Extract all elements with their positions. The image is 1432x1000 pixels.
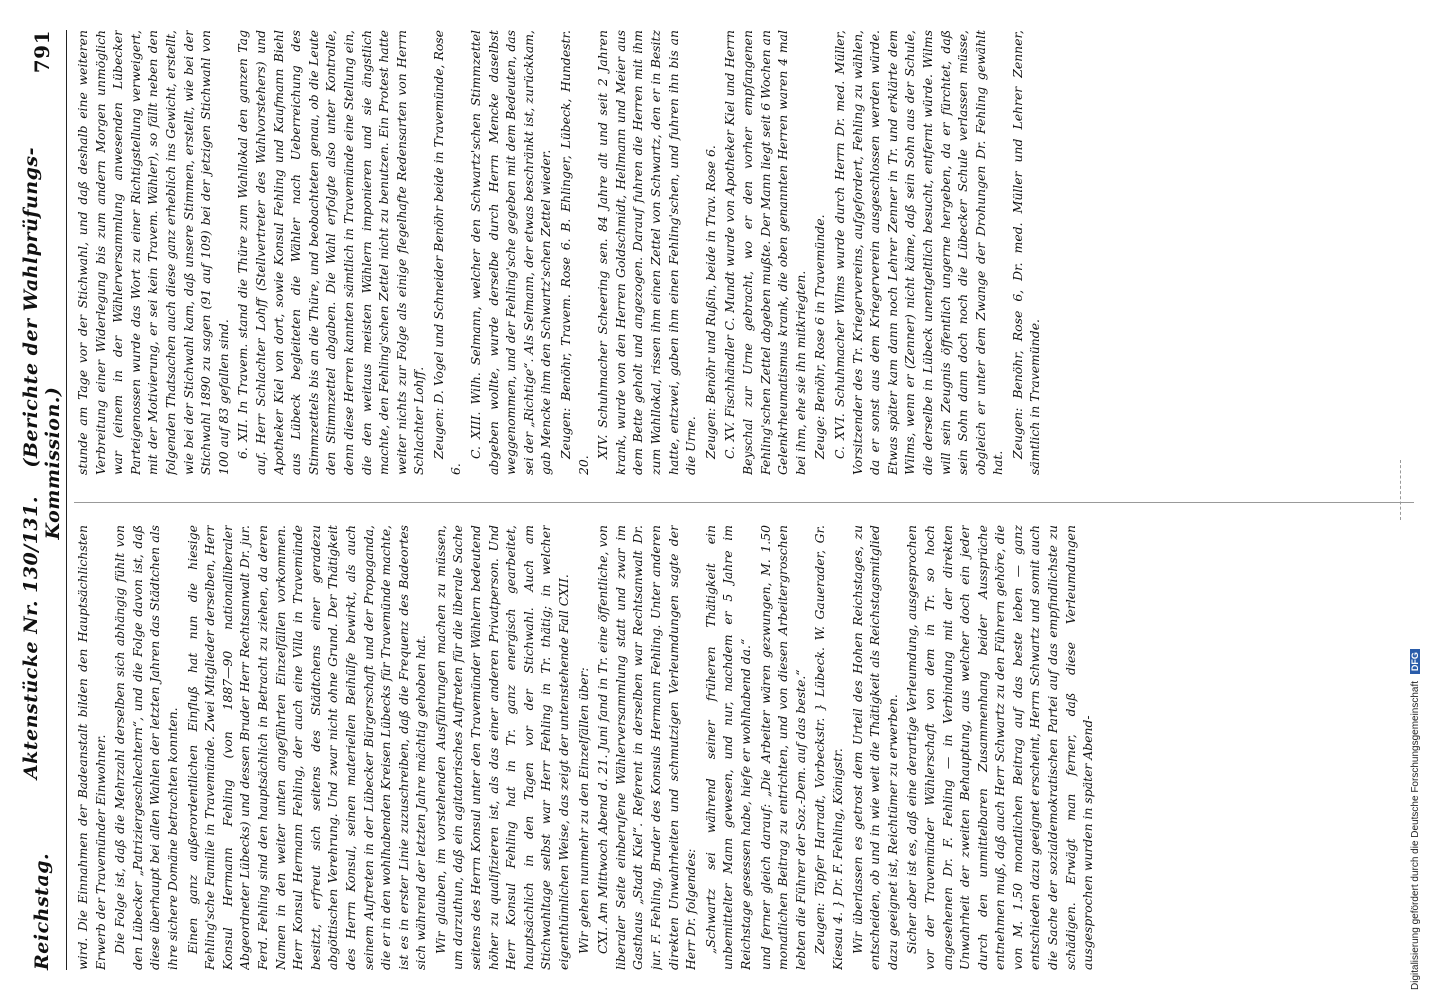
credit-text: Digitalisierung gefördert durch die Deutsche Forschungsgemeinschaft [1410,680,1421,990]
witnesses: Zeuge: Benöhr, Rose 6 in Travemünde. [812,214,828,459]
quote: „Schwartz sei während seiner früheren Thätigkeit ein unbemittelter Mann gewesen, und nur, nachdem er 5 Jahre im Reichstage gesessen habe, hiefe er wohlhabend da.“ [702,525,753,970]
case-xiii: C. XIII. Wilh. Selmann, welcher den Schwartz'schen Stimmzettel abgeben wollte, wurde derselbe durch Herrn Mencke daselbst weggenommen, und der Fehling'sche gegeben mit dem Bedeuten, das sei der „Richtige“. Als Selmann, der etwas beschränkt ist, zurückkam, gab Mencke ihm den Schwartz'schen Zettel wieder. [468,30,554,475]
paragraph: und ferner gleich darauf: „Die Arbeiter wären gezwungen, M. 1.50 monatlichen Beitrag zu entrichten, und von diesen Arbeitergroschen lebten die Führer der Soz.-Dem. auf das beste.“ [757,525,808,970]
page-number: 791 [30,30,54,74]
paragraph: Wir gehen nunmehr zu den Einzelfällen über: [575,667,591,954]
paragraph: Wir glauben, im vorstehenden Ausführungen machen zu müssen, um darzuthun, daß ein agitatorisches Auftreten für die liberale Sache seitens des Herrn Konsul unter den Travemünder Wählern bedeutend höher zu qualifizieren ist, als das einer anderen Privatperson. Und Herr Konsul Fehling hat in Tr. ganz energisch gearbeitet, hauptsächlich in den Tagen vor der Stichwahl. Auch am Stichwahltage selbst war Herr Fehling in Tr. thätig; in welcher eigenthümlichen Weise, das zeigt der untenstehende Fall CXII. [432,525,572,970]
paragraph: Die Folge ist, daß die Mehrzahl derselben sich abhängig fühlt von den Lübecker „Patriziergeschlechtern“, und die Folge davon ist, daß diese überhaupt bei allen Wahlen der letzten Jahren das Städtchen als ihre sichere Domäne betrachten konnten. [112,525,180,970]
witnesses: Zeugen: Benöhr, Rose 6, Dr. med. Müller und Lehrer Zenner, sämtlich in Travemünde. [1009,30,1043,475]
left-column [74,525,1414,970]
paragraph: CXI. Am Mittwoch Abend d. 21. Juni fand in Tr. eine öffentliche, von liberaler Seite einberufene Wählerversammlung statt und zwar im Gasthaus „Stadt Kiel“. Referent in derselben war Rechtsanwalt Dr. jur. F. Fehling, Bruder des Konsuls Hermann Fehling. Unter anderen direkten Unwahrheiten und schmutzigen Verleumdungen sagte der Herr Dr. folgendes: [595,525,699,970]
case-xii: 6. XII. In Travem. stand die Thüre zum Wahllokal den ganzen Tag auf. Herr Schlachter Lohff (Stellvertreter des Wahlvorstehers) und Apotheker Kiel von dort, sowie Konsul Fehling und Kaufmann Biehl aus Lübeck begleiteten die Wähler nach Ueberreichung des Stimmzettels bis an die Thüre, und beobachteten genau, ob die Leute den Stimmzettel abgaben. Die Wahl erfolgte also unter Kontrolle, denn diese Herren kannten sämtlich in Travemünde eine Stellung ein, die den weitaus meisten Wählern imponieren und sie ängstlich machte, den Fehling'schen Zettel nicht zu benutzen. Ein Protest hatte weiter nichts zur Folge als einige flegelhafte Redensarten von Herrn Schlachter Lohff. [235,30,427,475]
scan-edge-mark [1400,460,1402,520]
column-divider [74,502,1414,503]
paragraph: Wir überlassen es getrost dem Urteil des Hohen Reichstages, zu entscheiden, ob und in wie weit die Thätigkeit als Reichstagsmitglied dazu geeignet ist, Reichtümer zu erwerben. [849,525,900,970]
header-title [20,73,64,853]
header-chamber: Reichstag. [31,852,53,970]
paragraph: Einen ganz außerordentlichen Einfluß hat nun die hiesige Fehling'sche Familie in Travemünde. Zwei Mitglieder derselben, Herr Konsul Hermann Fehling (von 1887—90 nationalliberaler Abgeordneter Lübecks) und dessen Bruder Herr Rechtsanwalt Dr. jur. Ferd. Fehling sind den hauptsächlich in Betracht zu ziehen, da deren Namen in den weiter unten angeführten Einzelfällen vorkommen. Herr Konsul Hermann Fehling, der auch eine Villa in Travemünde besitzt, erfreut sich seitens des Städtchens einer geradezu abgöttischen Verehrung. Und zwar nicht ohne Grund. Der Thätigkeit des Herrn Konsul, seinen materiellen Beihülfe bewirkt, als auch seinem Auftreten in der Lübecker Bürgerschaft und der Propaganda, die er in den wohlhabenden Kreisen Lübecks für Travemünde machte, ist es in erster Linie zuzuschreiben, daß die Frequenz des Badeortes sich während der letzten Jahre mächtig gehoben hat. [184,525,429,970]
case-xvi: C. XVI. Schuhmacher Wilms wurde durch Herrn Dr. med. Müller, Vorsitzender des Tr. Kriegervereins, aufgefordert, Fehling zu wählen, da er sonst aus dem Kriegerverein ausgeschlossen werden würde. Etwas später kam dann noch Lehrer Zenner in Tr. und erklärte dem Wilms, wenn er (Zenner) nicht käme, daß sein Sohn aus der Schule, die derselbe in Lübeck unentgeltlich besucht, entfernt würde. Wilms will sein Zeugnis öffentlich ungerne hergeben, da er fürchtet, daß sein Sohn dann doch noch die Lübecker Schule verlassen müsse, obgleich er unter dem Zwange der Drohungen Dr. Fehling gewählt hat. [831,30,1006,475]
witnesses: Zeugen: Benöhr, Travem. Rose 6. B. Ehlinger, Lübeck, Hundestr. 20. [558,30,591,475]
witnesses: Zeugen: Töpfer Harradt, Vorbeckstr. } Lübeck. W. Gauerader, Gr. Kiesau 4. } Dr. F. Fehling, Königstr. [812,525,845,970]
case-xiv: XIV. Schuhmacher Scheering sen. 84 Jahre alt und seit 2 Jahren krank, wurde von den Herren Goldschmidt, Hellmann und Meier aus dem Bette geholt und angezogen. Darauf fuhren die Herren mit ihm zum Wahllokal, rissen ihm einen Zettel von Schwartz, den er in Besitz hatte, entzwei, gaben ihm einen Fehling'schen, und fuhren ihn bis an die Urne. [595,30,699,475]
header-rule [66,30,67,970]
page-header [20,30,64,970]
header-subtitle: (Berichte der Wahlprüfungs-Kommission.) [20,147,64,540]
paragraph: wird. Die Einnahmen der Badeanstalt bilden den Hauptsächlichsten Erwerb der Travemünder Einwohner. [75,525,108,970]
header-document-number: Aktenstücke Nr. 130/131. [20,496,42,780]
witnesses: Zeugen: D. Vogel und Schneider Benöhr beide in Travemünde, Rose 6. [430,30,464,475]
digitization-credit [1410,649,1421,990]
dfg-logo: DFG [1410,649,1420,674]
right-column [74,30,1414,475]
witnesses: Zeugen: Benöhr und Rußin, beide in Trav. Rose 6. [702,145,718,459]
case-xv: C. XV. Fischhändler C. Mundt wurde von Apotheker Kiel und Herrn Beyschal zur Urne gebracht, wo er den vorher empfangenen Fehling'schen Zettel abgeben mußte. Der Mann liegt seit 6 Wochen an Gelenkrheumatismus krank, die oben genannten Herren waren 4 mal bei ihm, ehe sie ihn mitkriegten. [722,30,808,475]
paragraph: stunde am Tage vor der Stichwahl, und daß deshalb eine weiteren Verbreitung einer Widerlegung bis zum andern Morgen unmöglich war (einem in der Wählerversammlung anwesenden Lübecker Parteigenossen wurde das Wort zu einer Richtigstellung verweigert, mit der Motivierung, er sei kein Travem. Wähler), so fällt neben den folgenden Thatsachen auch diese ganz erheblich ins Gewicht, erstellt, wie bei der Stichwahl kam, daß unsere Stimmen, erstellt, wie bei der Stichwahl 1890 zu sagen (91 auf 109) bei der jetzigen Stichwahl von 100 auf 83 gefallen sind. [75,30,231,475]
paragraph: Sicher aber ist es, daß eine derartige Verleumdung, ausgesprochen vor der Travemünder Wählerschaft von dem in Tr. so hoch angesehenen Dr. F. Fehling — in Verbindung mit der direkten Unwahrheit der zweiten Behauptung, aus welcher doch ein jeder durch den unmittelbaren Zusammenhang beider Aussprüche entnehmen muß, daß auch Herr Schwartz zu den Führern gehöre, die von M. 1.50 monatlichen Beitrag auf das beste leben — ganz entschieden dazu geeignet erscheint, Herrn Schwartz und somit auch die Sache der sozialdemokratischen Partei auf das empfindlichste zu schädigen. Erwägt man ferner, daß diese Verleumdungen ausgesprochen wurden in später Abend- [904,525,1096,970]
